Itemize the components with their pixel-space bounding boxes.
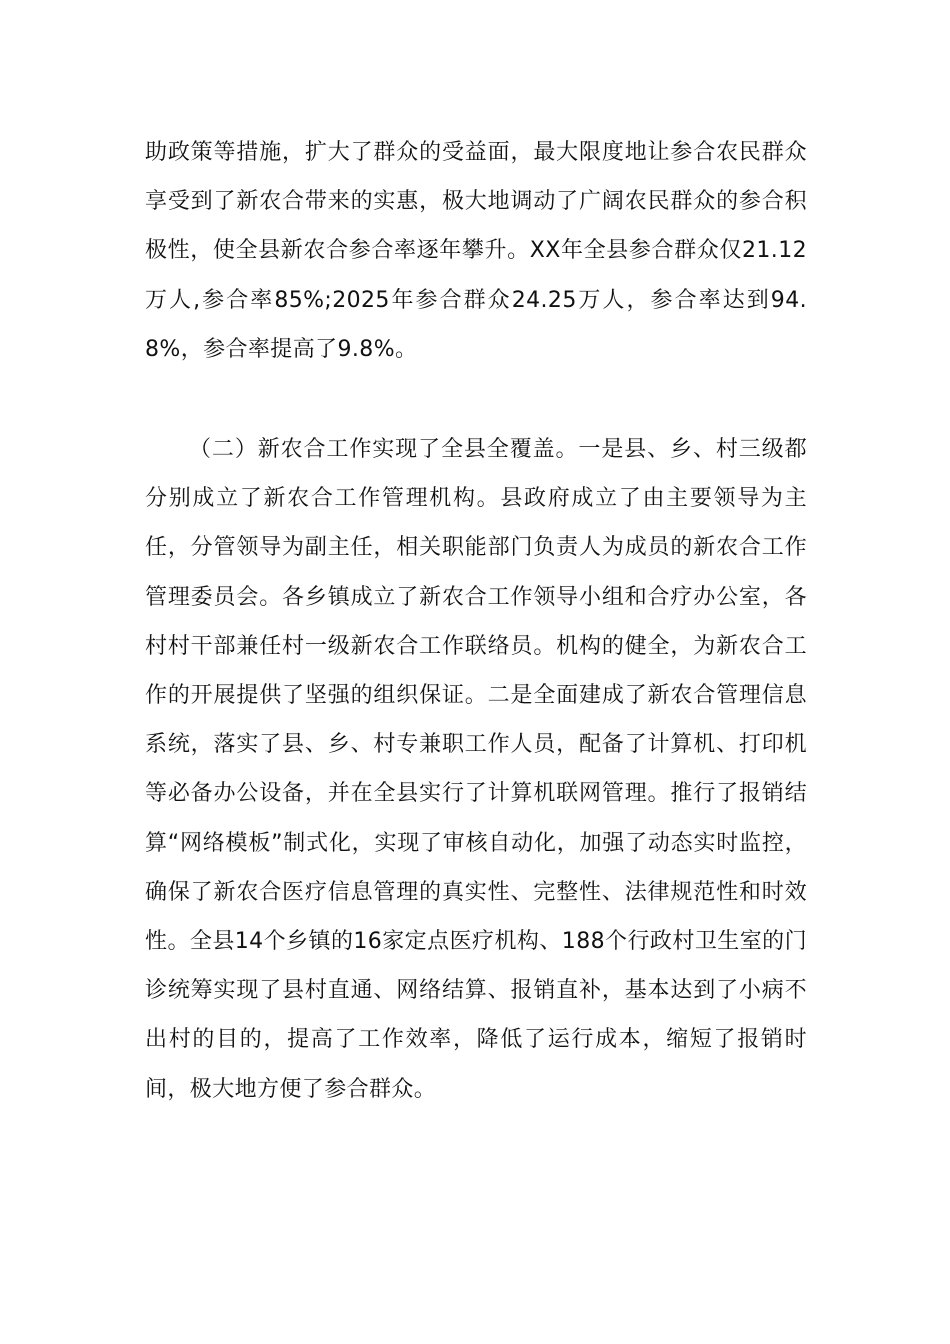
paragraph-full-coverage: （二）新农合工作实现了全县全覆盖。一是县、乡、村三级都分别成立了新农合工作管理机构。县政府成立了由主要领导为主任，分管领导为副主任，相关职能部门负责人为成员的新农合工作管理委员会。各乡镇成立了新农合工作领导小组和合疗办公室，各村村干部兼任村一级新农合工作联络员。机构的健全，为新农合工作的开展提供了坚强的组织保证。二是全面建成了新农合管理信息系统，落实了县、乡、村专兼职工作人员，配备了计算机、打印机等必备办公设备，并在全县实行了计算机联网管理。推行了报销结算“网络模板”制式化，实现了审核自动化，加强了动态实时监控，确保了新农合医疗信息管理的真实性、完整性、法律规范性和时效性。全县14个乡镇的16家定点医疗机构、188个行政村卫生室的门诊统筹实现了县村直通、网络结算、报销直补，基本达到了小病不出村的目的，提高了工作效率，降低了运行成本，缩短了报销时间，极大地方便了参合群众。 — [145, 437, 807, 1102]
paragraph-participation-rate: 助政策等措施，扩大了群众的受益面，最大限度地让参合农民群众享受到了新农合带来的实惠，极大地调动了广阔农民群众的参合积极性，使全县新农合参合率逐年攀升。XX年全县参合群众仅21.12万人,参合率85%;2025年参合群众24.25万人，参合率达到94.8%，参合率提高了9.8%。 — [145, 140, 807, 362]
